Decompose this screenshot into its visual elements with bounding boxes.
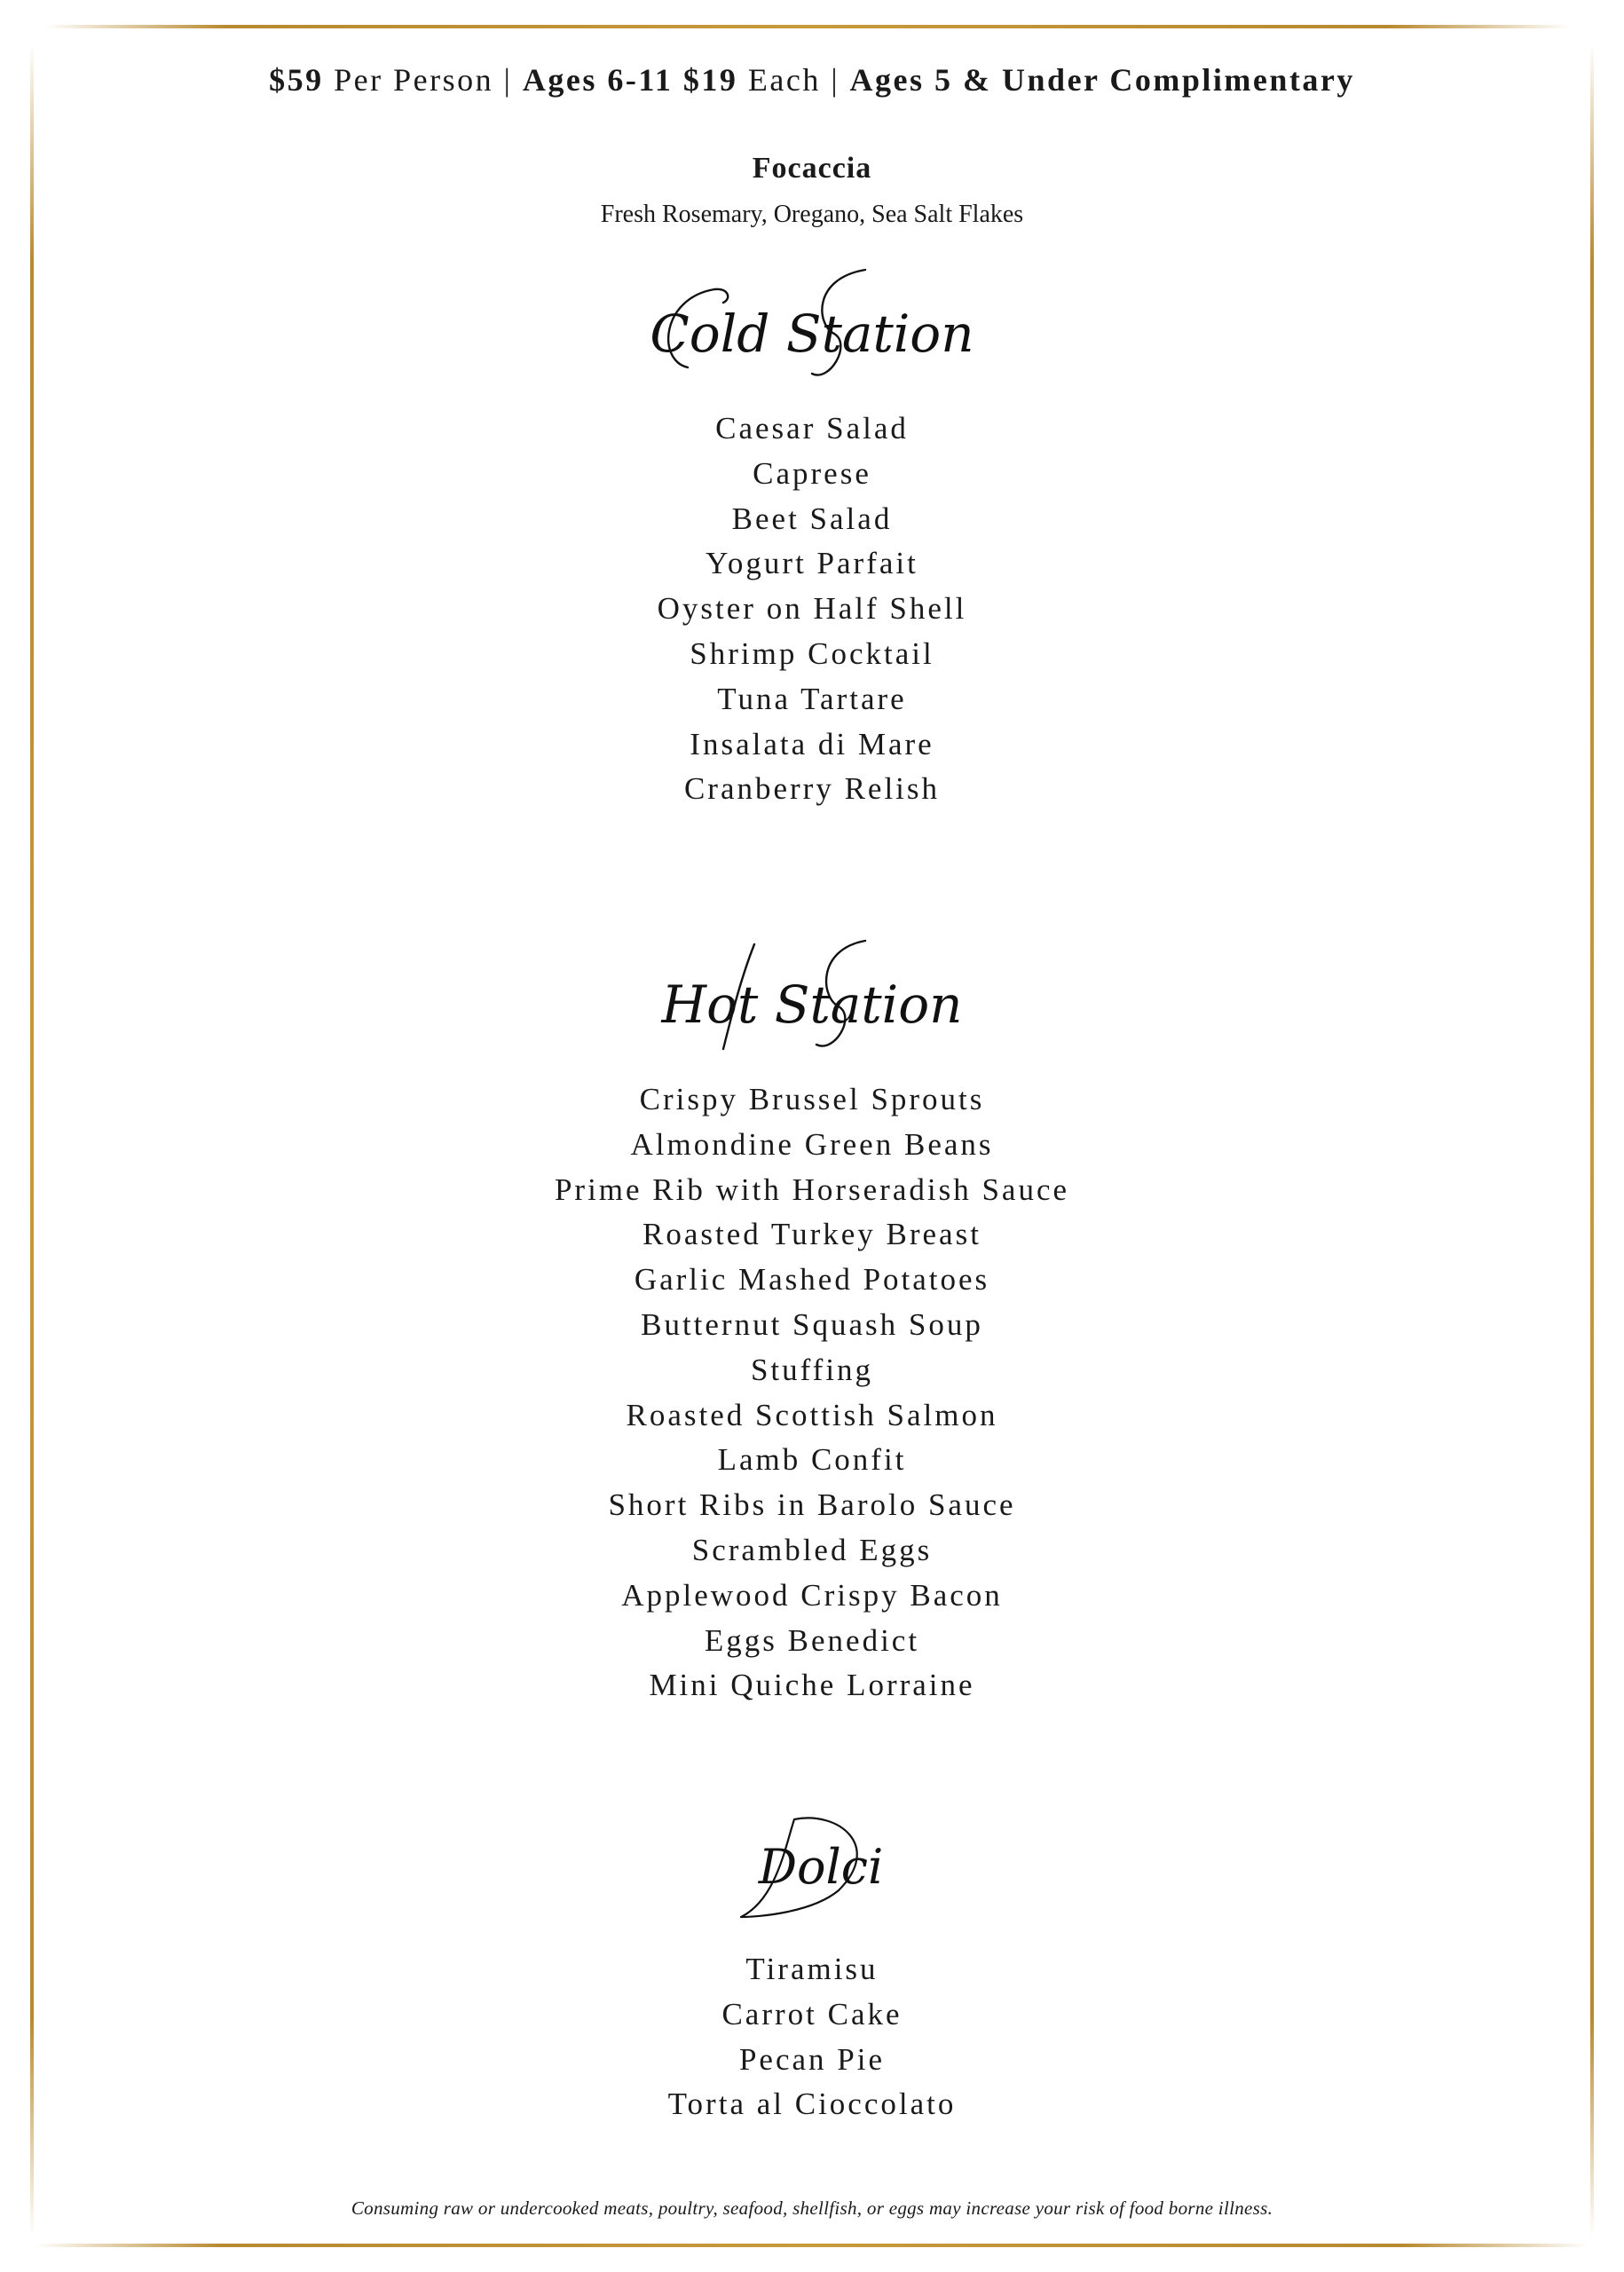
list-item: Roasted Scottish Salmon [626, 1397, 998, 1432]
list-item: Short Ribs in Barolo Sauce [608, 1487, 1016, 1523]
child-label: Each [747, 62, 821, 98]
pricing-separator: | [831, 62, 840, 98]
cold-station-title: Cold Station [650, 304, 974, 364]
list-item: Almondine Green Beans [630, 1126, 994, 1162]
list-item: Tiramisu [745, 1952, 879, 1986]
list-item: Caesar Salad [715, 411, 909, 446]
list-item: Shrimp Cocktail [690, 635, 934, 671]
list-item: Crispy Brussel Sprouts [639, 1082, 985, 1116]
list-item: Caprese [753, 455, 871, 491]
dolci-title: Dolci [758, 1839, 884, 1895]
list-item: Applewood Crispy Bacon [621, 1577, 1003, 1613]
list-item: Eggs Benedict [704, 1622, 920, 1658]
list-item: Stuffing [750, 1352, 874, 1387]
cold-station-script [652, 263, 972, 387]
list-item: Roasted Turkey Breast [643, 1217, 981, 1252]
dolci-script [706, 1793, 918, 1926]
list-item: Garlic Mashed Potatoes [634, 1262, 990, 1298]
list-item: Pecan Pie [738, 2041, 886, 2077]
list-item: Carrot Cake [721, 1996, 903, 2031]
adult-price: $59 [269, 62, 324, 98]
list-item: Scrambled Eggs [691, 1532, 933, 1567]
list-item: Butternut Squash Soup [641, 1306, 983, 1342]
list-item: Cranberry Relish [683, 771, 941, 807]
adult-label: Per Person [334, 62, 494, 98]
pricing-line [0, 59, 1624, 101]
frame-top-border [44, 25, 1571, 28]
infant-label: Ages 5 & Under Complimentary [849, 62, 1355, 98]
child-age: Ages 6-11 [522, 62, 674, 98]
frame-bottom-border [35, 2244, 1589, 2247]
food-safety-disclaimer: Consuming raw or undercooked meats, poultry, seafood, shellfish, or eggs may increase your risk of food borne illness. [351, 2197, 1273, 2219]
list-item: Beet Salad [731, 501, 893, 536]
hot-station-script [661, 934, 963, 1058]
list-item: Tuna Tartare [717, 681, 907, 716]
list-item: Yogurt Parfait [706, 546, 918, 581]
list-item: Oyster on Half Shell [657, 591, 967, 627]
pricing-separator: | [503, 62, 513, 98]
hot-station-title: Hot Station [661, 974, 963, 1035]
dolci-list [0, 1947, 1624, 2127]
cold-station-heading [0, 263, 1624, 387]
list-item: Torta al Cioccolato [667, 2087, 957, 2122]
list-item: Mini Quiche Lorraine [649, 1668, 975, 1703]
child-price: $19 [682, 62, 738, 98]
focaccia-title: Focaccia [752, 152, 872, 185]
hot-station-heading [0, 934, 1624, 1058]
list-item: Prime Rib with Horseradish Sauce [554, 1172, 1070, 1207]
list-item: Insalata di Mare [690, 726, 934, 761]
cold-station-list [0, 406, 1624, 812]
focaccia-description: Fresh Rosemary, Oregano, Sea Salt Flakes [600, 201, 1024, 228]
hot-station-list [0, 1077, 1624, 1708]
dolci-heading [0, 1793, 1624, 1926]
list-item: Lamb Confit [717, 1442, 907, 1478]
